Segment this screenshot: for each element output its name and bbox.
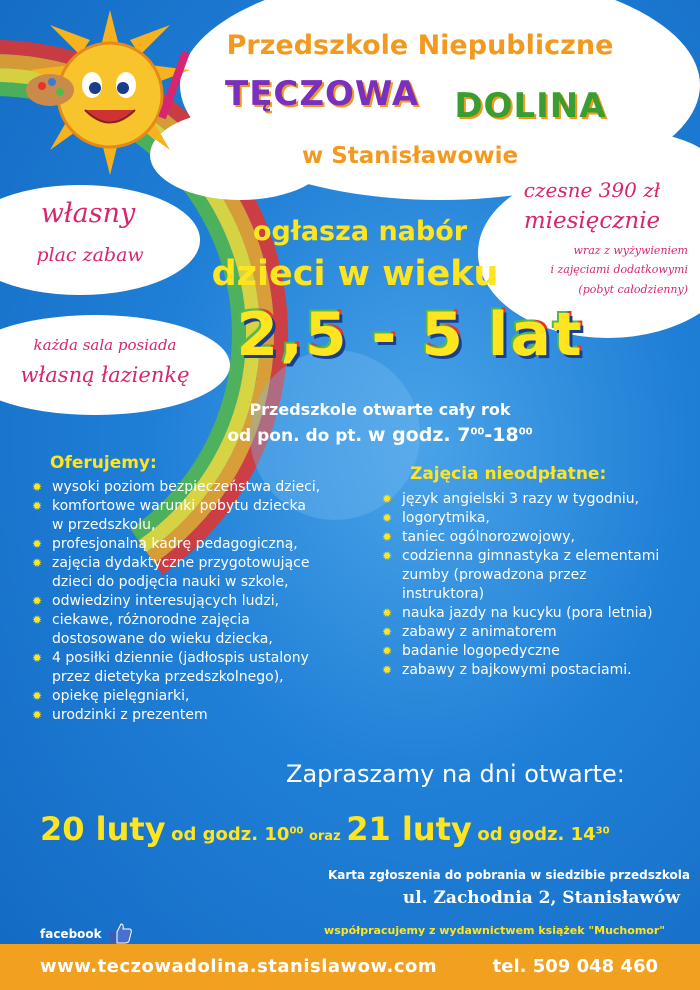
list-item-text: ✹ nauka jazdy na kucyku (pora letnia) [402,605,653,621]
list-item-text: ✹ zabawy z bajkowymi postaciami. [402,662,632,678]
list-item-text: ✹ opiekę pielęgniarki, [52,688,190,704]
list-item [32,535,362,554]
free-activities-title: Zajęcia nieodpłatne: [410,464,607,484]
hours-from: w godz. 7 [367,424,471,446]
open-day-1-minutes: 00 [289,825,304,837]
application-form-info: Karta zgłoszenia do pobrania w siedzibie przedszkola [327,868,690,882]
list-item-text: ✹ profesjonalną kadrę pedagogiczną, [52,536,298,552]
list-item [32,497,362,535]
list-item [32,687,362,706]
list-item-text: ✹ urodzinki z prezentem [52,707,208,723]
list-item [382,509,692,528]
list-item-text: ✹ język angielski 3 razy w tygodniu, [402,491,640,507]
list-item-text: ✹ 4 posiłki dziennie (jadłospis ustalony [52,650,309,666]
list-item [32,554,362,592]
open-day-1-from: od godz. 10 [171,824,290,845]
open-day-2-minutes: 30 [595,825,610,837]
name-word-2: DOLINA [454,86,607,126]
phone-number[interactable]: tel. 509 048 460 [492,956,658,977]
bathroom-text-1: każda sala posiada [33,336,177,354]
fee-period: miesięcznie [523,208,661,234]
announcement-line-1: ogłasza nabór [252,216,468,247]
list-item [382,490,692,509]
playground-subtitle: plac zabaw [36,244,144,266]
open-days-dates [40,810,690,848]
fee-note-1: wraz z wyżywieniem [573,244,688,257]
sun-mascot-icon [20,10,200,180]
partner-info: współpracujemy z wydawnictwem książek "Muchomor" [324,924,665,937]
list-item-text: ✹ taniec ogólnorozwojowy, [402,529,575,545]
fee-note-3: (pobyt całodzienny) [578,283,688,296]
open-day-2-from: od godz. 14 [477,824,596,845]
open-day-1-date: 20 luty [40,810,166,848]
list-item-text: ✹ odwiedziny interesujących ludzi, [52,593,280,609]
free-activities-list [382,490,692,680]
list-item-text: zumby (prowadzona przez [402,567,587,583]
list-item [382,623,692,642]
age-range: 2,5 - 5 lat [236,300,584,370]
facebook-label: facebook [40,927,102,941]
preschool-location: w Stanisławowie [301,143,519,169]
list-item-text: dzieci do podjęcia nauki w szkole, [52,574,289,590]
list-item [382,547,692,604]
list-item [32,611,362,649]
list-item-text: w przedszkolu, [52,517,156,533]
address: ul. Zachodnia 2, Stanisławów [402,888,680,908]
list-item-text: dostosowane do wieku dziecka, [52,631,273,647]
list-item [382,604,692,623]
fee-amount: czesne 390 zł [523,178,661,202]
list-item-text: przez dietetyka przedszkolnego), [52,669,284,685]
list-item-text: instruktora) [402,586,485,602]
hours-line-1: Przedszkole otwarte cały rok [249,400,511,419]
bathroom-text-2: własną łazienkę [20,363,190,387]
hours-close-minutes: 00 [518,426,533,438]
fee-note-2: i zajęciami dodatkowymi [550,263,688,276]
open-day-2-date: 21 luty [346,810,472,848]
list-item-text: ✹ zajęcia dydaktyczne przygotowujące [52,555,310,571]
open-days-title: Zapraszamy na dni otwarte: [286,760,625,788]
name-word-1: TĘCZOWA [225,74,420,114]
list-item [32,592,362,611]
preschool-type: Przedszkole Niepubliczne [226,30,614,61]
open-days-and: oraz [308,829,341,844]
hours-to: -18 [484,424,519,446]
playground-title: własny [40,198,136,229]
list-item-text: ✹ codzienna gimnastyka z elementami [402,548,660,564]
announcement-line-2: dzieci w wieku [211,254,499,294]
list-item-text: ✹ komfortowe warunki pobytu dziecka [52,498,306,514]
footer-bar [0,944,700,990]
list-item [32,649,362,687]
hours-days: od pon. do pt. [227,426,362,446]
offer-list [32,478,362,725]
preschool-name [225,74,665,126]
hours-open-minutes: 00 [470,426,485,438]
list-item-text: ✹ wysoki poziom bezpieczeństwa dzieci, [52,479,321,495]
hours-line-2 [160,424,600,446]
list-item-text: ✹ zabawy z animatorem [402,624,557,640]
list-item [32,706,362,725]
list-item [382,528,692,547]
list-item [32,478,362,497]
list-item-text: ✹ ciekawe, różnorodne zajęcia [52,612,250,628]
list-item-text: ✹ logorytmika, [402,510,490,526]
offer-title: Oferujemy: [50,453,157,473]
list-item-text: ✹ badanie logopedyczne [402,643,560,659]
website-link[interactable]: www.teczowadolina.stanislawow.com [40,956,438,977]
list-item [382,661,692,680]
list-item [382,642,692,661]
